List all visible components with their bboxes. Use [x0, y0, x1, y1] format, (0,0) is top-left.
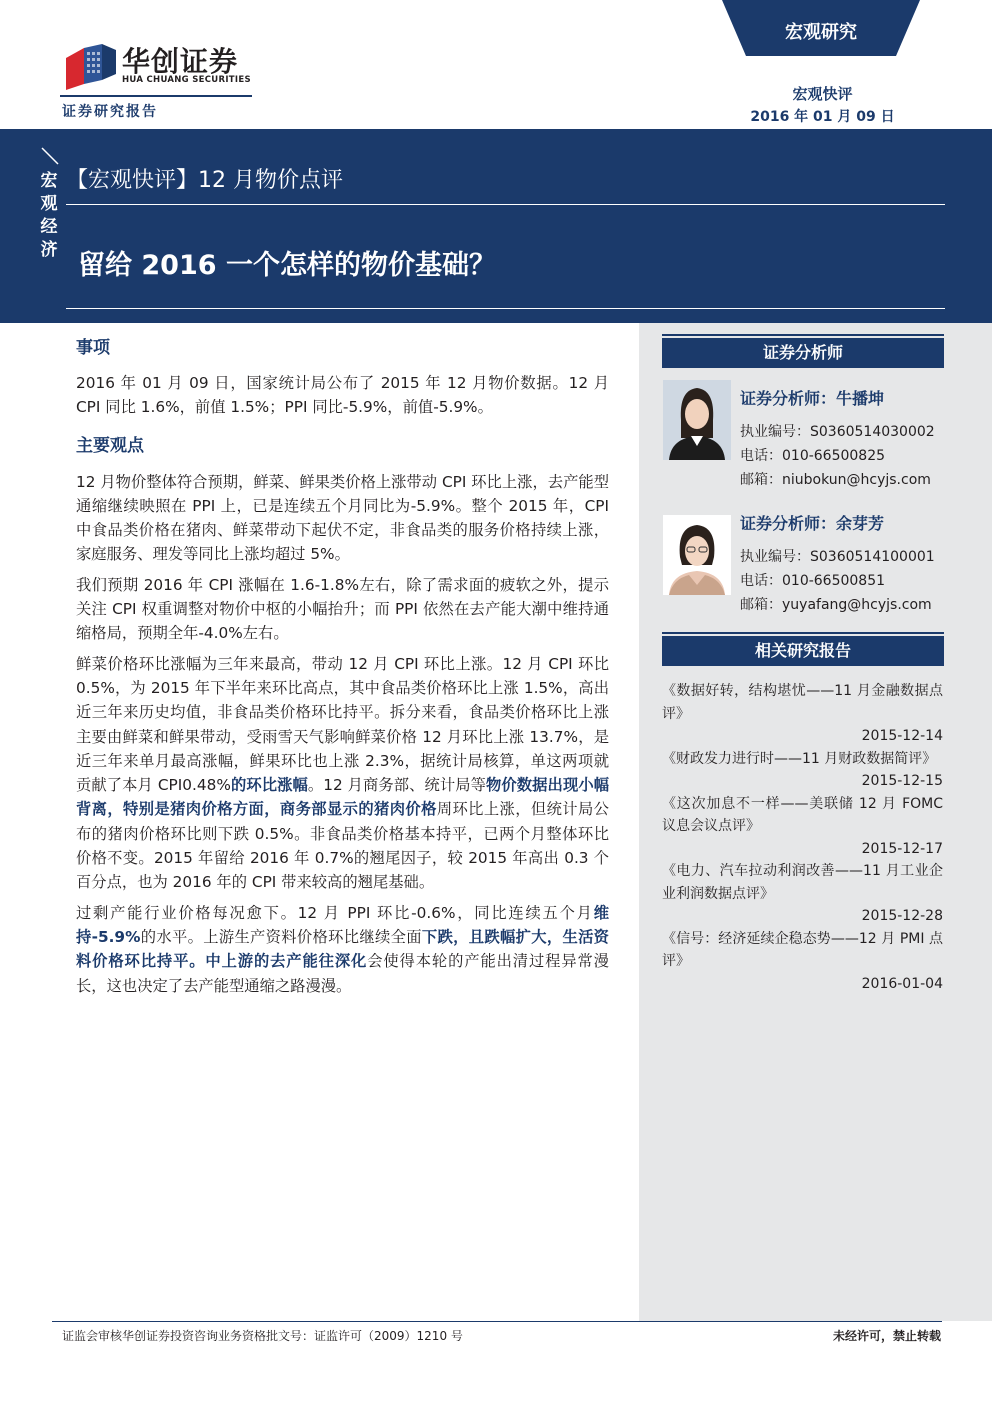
- paragraph-2: 我们预期 2016 年 CPI 涨幅在 1.6-1.8%左右，除了需求面的疲软之外，提示关注 CPI 权重调整对物价中枢的小幅抬升；而 PPI 依然在去产能大潮中维持通缩格局，预期全年-4.0%左右。: [76, 575, 609, 643]
- logo-mark: [66, 44, 116, 90]
- related-reports-list: [662, 680, 943, 995]
- banner-divider: [66, 204, 945, 205]
- related-report-date: 2015-12-17: [861, 840, 943, 857]
- report-subtitle: 【宏观快评】12 月物价点评: [66, 168, 343, 193]
- text-run: 鲜菜价格环比涨幅为三年来最高，带动 12 月 CPI 环比上涨。12 月 CPI 环比 0.5%，为 2015 年下半年来环比高点，其中食品类价格环比上涨 1.5%，高出近三年来历史均值，非食品类价格环比持平。拆分来看，食品类价格环比上涨主要由鲜菜和鲜果带动，受雨雪天气影响鲜菜价格 12 月环比上涨 13.7%，是近三年来单月最高涨幅，鲜果环比也上涨 2.3%，据统计局核算，单这两项就贡献了本月 CPI0.48%: [76, 654, 609, 795]
- analyst-license: 执业编号：S0360514030002: [740, 424, 935, 440]
- report-subtype: 宏观快评: [792, 85, 853, 103]
- related-report-item[interactable]: [662, 793, 943, 861]
- logo-english: HUA CHUANG SECURITIES: [122, 75, 251, 85]
- logo-text: 华创证券: [122, 45, 239, 78]
- analyst-name: 证券分析师：牛播坤: [740, 389, 885, 408]
- footer-divider: [52, 1321, 942, 1322]
- title-banner: [0, 129, 992, 323]
- emphasis-text: 维持-5.9%: [76, 903, 609, 946]
- related-report-title: 《电力、汽车拉动利润改善——11 月工业企业利润数据点评》: [662, 863, 943, 902]
- analyst-phone: 电话：010-66500851: [740, 573, 886, 589]
- section-heading-views: 主要观点: [76, 435, 144, 456]
- category-tab: 宏观研究: [785, 22, 857, 43]
- related-report-date: 2015-12-14: [861, 728, 943, 744]
- related-report-date: 2016-01-04: [861, 975, 943, 992]
- related-report-title: 《财政发力进行时——11 月财政数据简评》: [662, 750, 937, 767]
- analyst-photo: [663, 515, 731, 595]
- emphasis-text: 物价数据出现小幅背离，特别是猪肉价格方面，商务部显示的猪肉价格: [76, 776, 609, 819]
- report-type: 证券研究报告: [62, 104, 158, 120]
- related-report-title: 《信号：经济延续企稳态势——12 月 PMI 点评》: [662, 930, 943, 969]
- analyst-license: 执业编号：S0360514100001: [740, 549, 935, 565]
- logo-underline: [60, 95, 252, 97]
- paragraph-4: [76, 901, 609, 998]
- sector-label: 宏观经济: [40, 171, 58, 260]
- analyst-phone: 电话：010-66500825: [740, 448, 886, 464]
- text-run: 会使得本轮的产能出清过程异常漫长，这也决定了去产能型通缩之路漫漫。: [76, 952, 609, 995]
- sidebar-rule: [662, 632, 944, 634]
- related-report-date: 2015-12-28: [861, 908, 943, 924]
- corner-bracket-icon: [40, 146, 60, 166]
- related-report-title: 《数据好转，结构堪忧——11 月金融数据点评》: [662, 683, 943, 722]
- footer-notice: 未经许可，禁止转载: [832, 1329, 941, 1343]
- analyst-name: 证券分析师：余芽芳: [740, 514, 885, 533]
- text-run: 。12 月商务部、统计局等: [307, 776, 487, 795]
- analyst-email[interactable]: 邮箱：yuyafang@hcyjs.com: [740, 597, 932, 613]
- related-report-item[interactable]: [662, 860, 943, 928]
- emphasis-text: 下跌，且跌幅扩大，生活资料价格环比持平。中上游的去产能往深化: [76, 927, 609, 971]
- related-report-item[interactable]: [662, 928, 943, 996]
- related-report-item[interactable]: [662, 680, 943, 748]
- related-report-item[interactable]: [662, 748, 943, 793]
- footer-license: 证监会审核华创证券投资咨询业务资格批文号：证监许可（2009）1210 号: [62, 1329, 463, 1343]
- related-report-date: 2015-12-15: [861, 773, 943, 789]
- related-report-title: 《这次加息不一样——美联储 12 月 FOMC 议息会议点评》: [662, 795, 943, 834]
- paragraph-3: [76, 652, 609, 895]
- related-reports-heading: 相关研究报告: [662, 636, 944, 666]
- analyst-email[interactable]: 邮箱：niubokun@hcyjs.com: [740, 472, 931, 488]
- text-run: 的水平。上游生产资料价格环比继续全面: [140, 927, 422, 946]
- emphasis-text: 的环比涨幅: [230, 776, 308, 795]
- report-title: 留给 2016 一个怎样的物价基础？: [78, 250, 496, 281]
- report-date: 2016 年 01 月 09 日: [750, 109, 895, 125]
- section-heading-events: 事项: [76, 338, 110, 358]
- main-content: [76, 336, 609, 998]
- analyst-photo: [663, 380, 731, 460]
- events-paragraph: 2016 年 01 月 09 日，国家统计局公布了 2015 年 12 月物价数据。12 月 CPI 同比 1.6%，前值 1.5%；PPI 同比-5.9%，前值-5.9%。: [76, 374, 609, 417]
- paragraph-1: 12 月物价整体符合预期，鲜菜、鲜果类价格上涨带动 CPI 环比上涨，去产能型通缩继续映照在 PPI 上，已是连续五个月同比为-5.9%。整个 2015 年，CPI 中食品类价格在猪肉、鲜菜带动下起伏不定，非食品类的服务价格持续上涨，家庭服务、理发等同比上涨均超过 5%。: [76, 472, 609, 564]
- analysts-heading: 证券分析师: [662, 338, 944, 368]
- banner-divider: [66, 308, 945, 309]
- text-run: 过剩产能行业价格每况愈下。12 月 PPI 环比-0.6%，同比连续五个月: [76, 903, 594, 922]
- text-run: 周环比上涨，但统计局公布的猪肉价格环比则下跌 0.5%。非食品类价格基本持平，已两个月整体环比价格不变。2015 年留给 2016 年 0.7%的翘尾因子，较 2015 年高出 0.3 个百分点，也为 2016 年的 CPI 带来较高的翘尾基础。: [76, 800, 609, 892]
- sidebar-rule: [662, 334, 944, 336]
